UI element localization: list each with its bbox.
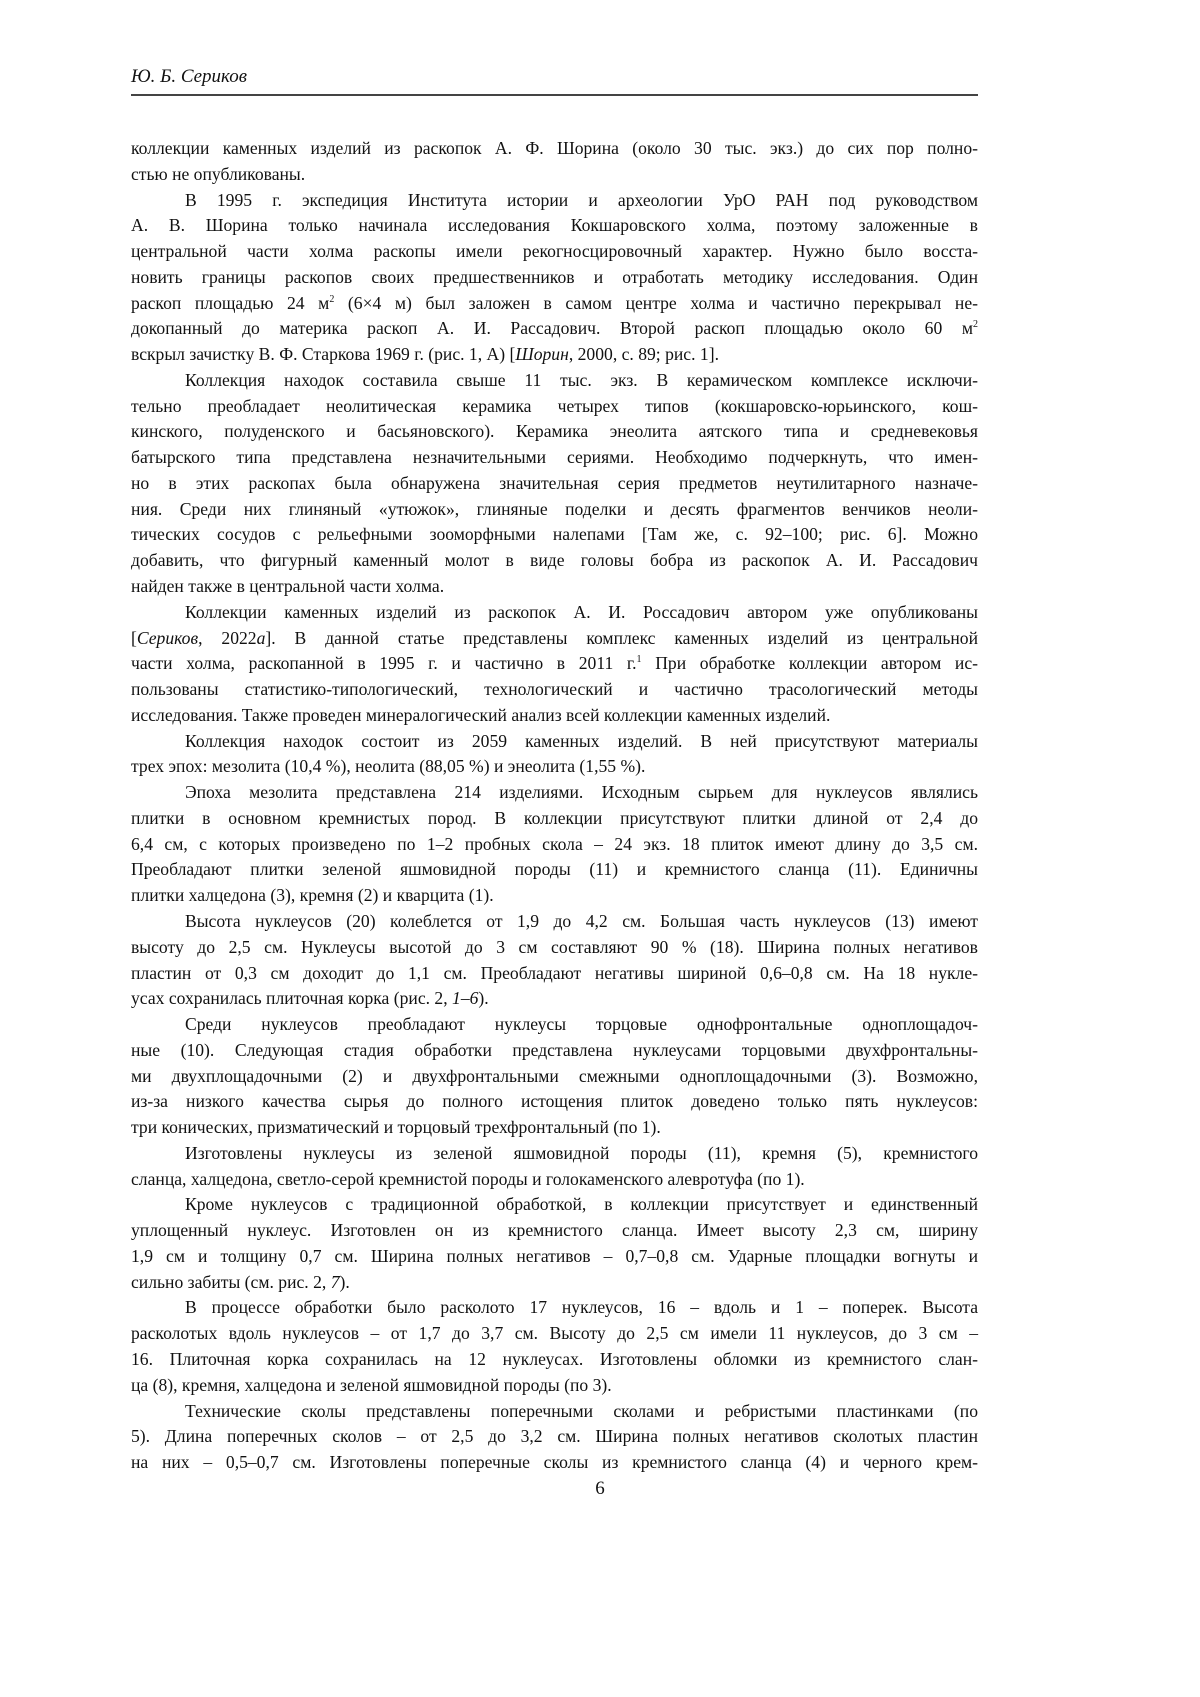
paragraph bbox=[131, 368, 978, 600]
text-run: вскрыл зачистку В. Ф. Старкова 1969 г. (рис. 1, А) [ bbox=[131, 344, 516, 365]
text-line bbox=[131, 548, 978, 574]
text-run: кинского, полуденского и басьяновского). Керамика энеолита аятского типа и средневековья bbox=[131, 421, 978, 442]
text-run: исследования. Также проведен минералогический анализ всей коллекции каменных изделий. bbox=[131, 704, 831, 725]
text-run: из-за низкого качества сырья до полного истощения плиток доведено только пять нуклеусов: bbox=[131, 1091, 978, 1112]
text-line bbox=[131, 394, 978, 420]
text-run: но в этих раскопах была обнаружена значительная серия предметов неутилитарного назначе- bbox=[131, 472, 978, 493]
page-number: 6 bbox=[595, 1478, 605, 1499]
superscript: 1 bbox=[636, 654, 642, 666]
text-run: Высота нуклеусов (20) колеблется от 1,9 до 4,2 см. Большая часть нуклеусов (13) имеют bbox=[185, 910, 978, 931]
text-run: пластин от 0,3 см доходит до 1,1 см. Преобладают негативы шириной 0,6–0,8 см. На 18 нукле- bbox=[131, 962, 978, 983]
text-line bbox=[131, 471, 978, 497]
text-line bbox=[131, 909, 978, 935]
text-run: добавить, что фигурный каменный молот в виде головы бобра из раскопок А. И. Рассадович bbox=[131, 550, 978, 571]
text-line bbox=[131, 1270, 978, 1296]
text-run: плитки халцедона (3), кремня (2) и кварцита (1). bbox=[131, 885, 494, 906]
text-run: плитки в основном кремнистых пород. В коллекции присутствуют плитки длиной от 2,4 до bbox=[131, 807, 978, 828]
text-line bbox=[131, 188, 978, 214]
text-line bbox=[131, 626, 978, 652]
paragraph bbox=[131, 909, 978, 1012]
superscript: 2 bbox=[973, 319, 978, 331]
paragraph bbox=[131, 600, 978, 729]
text-line bbox=[131, 677, 978, 703]
text-line bbox=[131, 600, 978, 626]
text-run: ]. В данной статье представлены комплекс каменных изделий из центральной bbox=[265, 627, 978, 648]
text-line bbox=[131, 857, 978, 883]
text-line bbox=[131, 162, 978, 188]
paragraph bbox=[131, 780, 978, 909]
text-line bbox=[131, 265, 978, 291]
text-line bbox=[131, 1424, 978, 1450]
text-run: Изготовлены нуклеусы из зеленой яшмовидной породы (11), кремня (5), кремнистого bbox=[185, 1142, 978, 1163]
text-line bbox=[131, 1064, 978, 1090]
text-line bbox=[131, 754, 978, 780]
text-run: Кроме нуклеусов с традиционной обработкой, в коллекции присутствует и единственный bbox=[185, 1194, 978, 1215]
text-line bbox=[131, 1012, 978, 1038]
text-line bbox=[131, 1450, 978, 1476]
text-run: Коллекция находок состоит из 2059 каменных изделий. В ней присутствуют материалы bbox=[185, 730, 978, 751]
italic-citation: Шорин bbox=[515, 344, 569, 365]
superscript: 2 bbox=[329, 293, 335, 305]
text-run: высоту до 2,5 см. Нуклеусы высотой до 3 см составляют 90 % (18). Ширина полных негативов bbox=[131, 936, 978, 957]
text-run: три конических, призматический и торцовый трехфронтальный (по 1). bbox=[131, 1117, 661, 1138]
text-line bbox=[131, 1115, 978, 1141]
text-run: Коллекция находок составила свыше 11 тыс. экз. В керамическом комплексе исключи- bbox=[185, 369, 978, 390]
text-run: усах сохранилась плиточная корка (рис. 2, bbox=[131, 988, 453, 1009]
text-run: Среди нуклеусов преобладают нуклеусы торцовые однофронтальные одноплощадоч- bbox=[185, 1014, 978, 1035]
text-run: Преобладают плитки зеленой яшмовидной породы (11) и кремнистого сланца (11). Единичны bbox=[131, 859, 978, 880]
paragraph bbox=[131, 1012, 978, 1141]
text-line bbox=[131, 1244, 978, 1270]
text-line bbox=[131, 342, 978, 368]
text-run: коллекции каменных изделий из раскопок А. Ф. Шорина (около 30 тыс. экз.) до сих пор полно- bbox=[131, 138, 978, 158]
text-run: Эпоха мезолита представлена 214 изделиями. Исходным сырьем для нуклеусов являлись bbox=[185, 782, 978, 803]
text-line bbox=[131, 368, 978, 394]
italic-citation: Сериков bbox=[136, 627, 199, 648]
text-line bbox=[131, 1347, 978, 1373]
text-run: 1,9 см и толщину 0,7 см. Ширина полных негативов – 0,7–0,8 см. Ударные площадки вогнуты и bbox=[131, 1245, 978, 1266]
text-line bbox=[131, 1295, 978, 1321]
text-line bbox=[131, 1399, 978, 1425]
paragraph bbox=[131, 1192, 978, 1295]
text-line bbox=[131, 445, 978, 471]
text-run: расколотых вдоль нуклеусов – от 1,7 до 3,7 см. Высоту до 2,5 см имели 11 нуклеусов, до 3 см – bbox=[131, 1323, 978, 1344]
text-line bbox=[131, 651, 978, 677]
text-run: тических сосудов с рельефными зооморфными налепами [Там же, с. 92–100; рис. 6]. Можно bbox=[131, 524, 978, 545]
text-run: ния. Среди них глиняный «утюжок», глиняные поделки и десять фрагментов венчиков неоли- bbox=[131, 498, 978, 519]
text-line bbox=[131, 986, 978, 1012]
text-run: новить границы раскопов своих предшественников и отработать методику исследования. Один bbox=[131, 266, 978, 287]
italic-citation: 1–6 bbox=[452, 988, 479, 1009]
text-line bbox=[131, 497, 978, 523]
italic-citation: 7 bbox=[330, 1271, 340, 1292]
text-run: докопанный до материка раскоп А. И. Рассадович. Второй раскоп площадью около 60 м bbox=[131, 318, 973, 339]
text-run: ). bbox=[339, 1271, 350, 1292]
text-run: В процессе обработки было расколото 17 нуклеусов, 16 – вдоль и 1 – поперек. Высота bbox=[185, 1297, 978, 1318]
text-run: , 2000, с. 89; рис. 1]. bbox=[568, 344, 719, 365]
text-line bbox=[131, 239, 978, 265]
text-line bbox=[131, 1321, 978, 1347]
text-run: на них – 0,5–0,7 см. Изготовлены поперечные сколы из кремнистого сланца (4) и черного крем- bbox=[131, 1452, 978, 1473]
text-line bbox=[131, 780, 978, 806]
text-run: При обработке коллекции автором ис- bbox=[641, 653, 978, 674]
paragraph bbox=[131, 1399, 978, 1476]
paragraph bbox=[131, 188, 978, 368]
text-run: центральной части холма раскопы имели рекогносцировочный характер. Нужно было восста- bbox=[131, 241, 978, 262]
paragraph bbox=[131, 729, 978, 781]
text-line bbox=[131, 806, 978, 832]
text-line bbox=[131, 574, 978, 600]
text-line bbox=[131, 1218, 978, 1244]
text-run: части холма, раскопанной в 1995 г. и частично в 2011 г. bbox=[131, 653, 637, 674]
text-line bbox=[131, 1167, 978, 1193]
text-run: Технические сколы представлены поперечными сколами и ребристыми пластинками (по bbox=[185, 1400, 978, 1421]
text-run: сильно забиты (см. рис. 2, bbox=[131, 1271, 331, 1292]
text-run: , 2022 bbox=[198, 627, 257, 648]
text-run: сланца, халцедона, светло-серой кремнистой породы и голокаменского алевротуфа (по 1). bbox=[131, 1168, 805, 1189]
text-line bbox=[131, 1038, 978, 1064]
paragraph bbox=[131, 136, 978, 188]
italic-citation: а bbox=[256, 627, 266, 648]
text-line bbox=[131, 703, 978, 729]
text-line bbox=[131, 1141, 978, 1167]
text-line bbox=[131, 316, 978, 342]
text-run: 16. Плиточная корка сохранилась на 12 нуклеусах. Изготовлены обломки из кремнистого слан- bbox=[131, 1348, 978, 1369]
text-run: тельно преобладает неолитическая керамика четырех типов (кокшаровско-юрьинского, кош- bbox=[131, 395, 978, 416]
text-line bbox=[131, 1089, 978, 1115]
text-line bbox=[131, 522, 978, 548]
text-line bbox=[131, 935, 978, 961]
running-header: Ю. Б. Сериков bbox=[131, 66, 247, 87]
paragraph bbox=[131, 1141, 978, 1193]
text-run: батырского типа представлена незначительными сериями. Необходимо подчеркнуть, что имен- bbox=[131, 447, 978, 468]
text-line bbox=[131, 729, 978, 755]
text-run: уплощенный нуклеус. Изготовлен он из кремнистого сланца. Имеет высоту 2,3 см, ширину bbox=[131, 1220, 978, 1241]
text-line bbox=[131, 883, 978, 909]
text-run: А. В. Шорина только начинала исследования Кокшаровского холма, поэтому заложенные в bbox=[131, 215, 978, 236]
header-rule bbox=[131, 94, 978, 96]
text-line bbox=[131, 291, 978, 317]
text-line bbox=[131, 961, 978, 987]
text-run: (6×4 м) был заложен в самом центре холма и частично перекрывал не- bbox=[334, 292, 979, 313]
text-line bbox=[131, 832, 978, 858]
text-run: Коллекции каменных изделий из раскопок А. И. Россадович автором уже опубликованы bbox=[185, 601, 978, 622]
text-run: пользованы статистико-типологический, технологический и частично трасологический методы bbox=[131, 679, 978, 700]
text-line bbox=[131, 213, 978, 239]
text-run: ца (8), кремня, халцедона и зеленой яшмовидной породы (по 3). bbox=[131, 1374, 612, 1395]
text-run: найден также в центральной части холма. bbox=[131, 576, 445, 597]
text-line bbox=[131, 419, 978, 445]
text-run: стью не опубликованы. bbox=[131, 163, 306, 184]
text-run: 6,4 см, с которых произведено по 1–2 пробных скола – 24 экз. 18 плиток имеют длину до 3,5 см. bbox=[131, 833, 978, 854]
paragraph bbox=[131, 1295, 978, 1398]
text-run: ми двухплощадочными (2) и двухфронтальными смежными одноплощадочными (3). Возможно, bbox=[131, 1065, 978, 1086]
text-run: раскоп площадью 24 м bbox=[131, 292, 330, 313]
text-run: 5). Длина поперечных сколов – от 2,5 до 3,2 см. Ширина полных негативов сколотых пластин bbox=[131, 1426, 978, 1447]
text-run: [ bbox=[131, 627, 137, 648]
text-line bbox=[131, 1373, 978, 1399]
text-run: ). bbox=[478, 988, 489, 1009]
text-run: ные (10). Следующая стадия обработки представлена нуклеусами торцовыми двухфронтальны- bbox=[131, 1039, 978, 1060]
text-run: трех эпох: мезолита (10,4 %), неолита (88,05 %) и энеолита (1,55 %). bbox=[131, 756, 646, 777]
body-text bbox=[131, 136, 978, 1476]
text-line bbox=[131, 136, 978, 162]
text-run: В 1995 г. экспедиция Института истории и археологии УрО РАН под руководством bbox=[185, 189, 978, 210]
text-line bbox=[131, 1192, 978, 1218]
